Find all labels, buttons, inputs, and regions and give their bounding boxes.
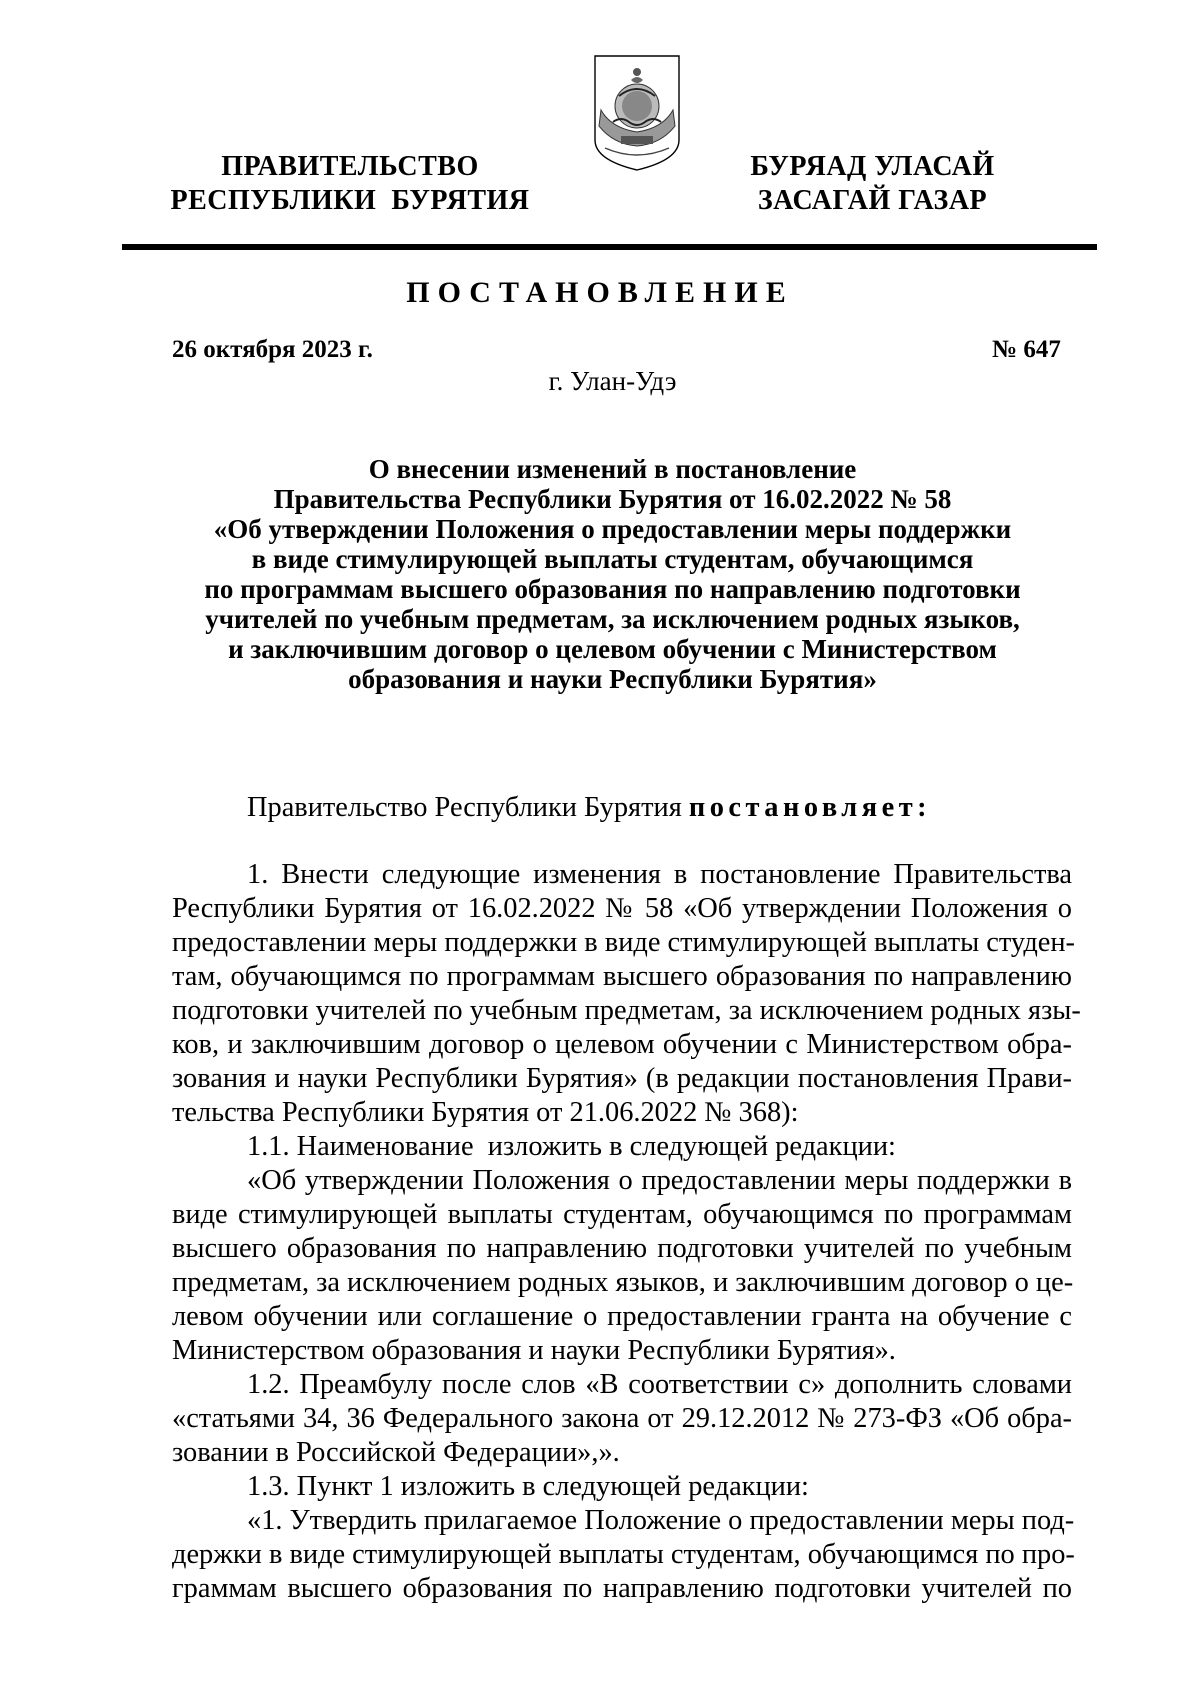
body-line: подготовки учителей по учебным предметам, за исключением родных язы- — [172, 995, 1081, 1026]
body-line: «1. Утвердить прилагаемое Положение о предоставлении меры под- — [247, 1505, 1075, 1536]
body-line: 1. Внести следующие изменения в постановление Правительства — [247, 859, 1072, 890]
body-line: 1.1. Наименование изложить в следующей редакции: — [247, 1131, 896, 1162]
body-line: виде стимулирующей выплаты студентам, обучающимся по программам — [172, 1199, 1072, 1230]
coat-of-arms-icon — [591, 52, 683, 174]
document-title — [150, 454, 1075, 694]
header-left — [170, 150, 530, 218]
document-city: г. Улан-Удэ — [548, 366, 677, 396]
document-date: 26 октября 2023 г. — [172, 336, 373, 363]
document-number: № 647 — [992, 336, 1061, 363]
body-line: тельства Республики Бурятия от 21.06.2022 № 368): — [172, 1097, 799, 1128]
title-line: О внесении изменений в постановление — [368, 454, 857, 484]
header-right-line2: ЗАСАГАЙ ГАЗАР — [757, 185, 988, 216]
body-line: 1.3. Пункт 1 изложить в следующей редакции: — [247, 1471, 809, 1502]
body-line: зовании в Российской Федерации»,». — [172, 1437, 620, 1468]
header-left-line2: РЕСПУБЛИКИ БУРЯТИЯ — [170, 185, 530, 216]
title-line: учителей по учебным предметам, за исключением родных языков, — [205, 604, 1020, 634]
body-line: высшего образования по направлению подготовки учителей по учебным — [172, 1233, 1072, 1264]
body-line: ков, и заключившим договор о целевом обучении с Министерством обра- — [172, 1029, 1072, 1060]
header-divider — [122, 244, 1097, 250]
title-line: образования и науки Республики Бурятия» — [348, 664, 877, 694]
body-line: граммам высшего образования по направлению подготовки учителей по — [172, 1573, 1072, 1604]
decree-statement — [247, 792, 931, 824]
body-line: зования и науки Республики Бурятия» (в редакции постановления Прави- — [172, 1063, 1072, 1094]
body-line: держки в виде стимулирующей выплаты студентам, обучающимся по про- — [172, 1539, 1075, 1570]
decree-verb: постановляет: — [688, 792, 932, 823]
header-left-line1: ПРАВИТЕЛЬСТВО — [221, 151, 479, 182]
title-line: и заключившим договор о целевом обучении с Министерством — [228, 634, 997, 664]
body-line: предметам, за исключением родных языков, и заключившим договор о це- — [172, 1267, 1074, 1298]
document-type: ПОСТАНОВЛЕНИЕ — [406, 276, 794, 309]
header-right — [690, 150, 1055, 218]
title-line: в виде стимулирующей выплаты студентам, обучающимся — [251, 544, 974, 574]
title-line: по программам высшего образования по направлению подготовки — [204, 574, 1021, 604]
body-line: Республики Бурятия от 16.02.2022 № 58 «Об утверждении Положения о — [172, 893, 1072, 924]
body-line: предоставлении меры поддержки в виде стимулирующей выплаты студен- — [172, 927, 1076, 958]
document-body — [172, 858, 1081, 1606]
decree-prefix: Правительство Республики Бурятия — [247, 792, 689, 823]
body-line: «Об утверждении Положения о предоставлении меры поддержки в — [247, 1165, 1072, 1196]
body-line: Министерством образования и науки Республики Бурятия». — [172, 1335, 896, 1366]
body-line: там, обучающимся по программам высшего образования по направлению — [172, 961, 1072, 992]
body-line: левом обучении или соглашение о предоставлении гранта на обучение с — [172, 1301, 1072, 1332]
body-line: 1.2. Преамбулу после слов «В соответствии с» дополнить словами — [247, 1369, 1072, 1400]
title-line: «Об утверждении Положения о предоставлении меры поддержки — [213, 514, 1012, 544]
title-line: Правительства Республики Бурятия от 16.02.2022 № 58 — [273, 484, 952, 514]
body-line: «статьями 34, 36 Федерального закона от 29.12.2012 № 273-ФЗ «Об обра- — [172, 1403, 1072, 1434]
header-right-line1: БУРЯАД УЛАСАЙ — [750, 151, 995, 182]
